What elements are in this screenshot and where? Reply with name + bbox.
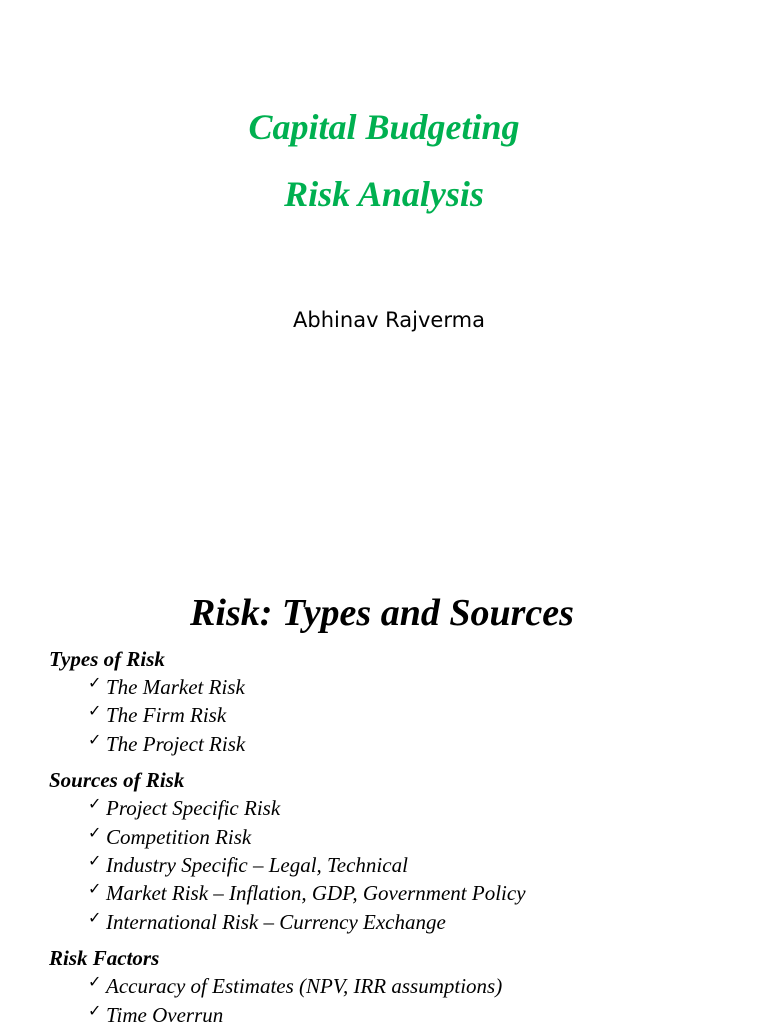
title-line-2: Risk Analysis (284, 174, 484, 214)
check-mark-icon: ✓ (88, 701, 102, 721)
item-list (49, 972, 749, 1029)
item-text: Industry Specific – Legal, Technical (106, 852, 408, 877)
list-item (88, 730, 749, 758)
item-text: Market Risk – Inflation, GDP, Government Policy (106, 881, 526, 906)
list-item (88, 972, 749, 1000)
check-mark-icon: ✓ (88, 850, 102, 870)
list-item (88, 673, 749, 701)
item-text: The Firm Risk (106, 703, 227, 728)
list-item (88, 794, 749, 822)
content-slide (0, 560, 768, 1027)
list-item (88, 1001, 749, 1029)
sections-container (49, 645, 749, 1029)
section-label: Risk Factors (49, 946, 160, 971)
section-sources-of-risk (49, 766, 749, 936)
item-text: International Risk – Currency Exchange (106, 909, 446, 934)
section-risk-factors (49, 944, 749, 1029)
list-item (88, 879, 749, 907)
check-mark-icon: ✓ (88, 907, 102, 927)
check-mark-icon: ✓ (88, 879, 102, 899)
check-mark-icon: ✓ (88, 794, 102, 814)
check-mark-icon: ✓ (88, 729, 102, 749)
slide-heading: Risk: Types and Sources (190, 592, 574, 634)
list-item (88, 701, 749, 729)
check-mark-icon: ✓ (88, 972, 102, 992)
list-item (88, 823, 749, 851)
section-label: Types of Risk (49, 647, 165, 671)
item-text: Project Specific Risk (106, 796, 281, 821)
item-list (49, 673, 749, 758)
section-label: Sources of Risk (49, 768, 185, 793)
author-name: Abhinav Rajverma (293, 308, 485, 332)
check-mark-icon: ✓ (88, 822, 102, 842)
item-text: The Project Risk (106, 731, 246, 756)
list-item (88, 851, 749, 879)
check-mark-icon: ✓ (88, 673, 102, 692)
item-list (49, 794, 749, 936)
title-line-1: Capital Budgeting (248, 107, 520, 147)
list-item (88, 908, 749, 936)
item-text: Time Overrun (106, 1002, 224, 1027)
check-mark-icon: ✓ (88, 1000, 102, 1020)
item-text: Accuracy of Estimates (NPV, IRR assumptions) (106, 974, 503, 999)
item-text: Competition Risk (106, 824, 252, 849)
section-types-of-risk (49, 645, 749, 758)
item-text: The Market Risk (106, 675, 245, 699)
